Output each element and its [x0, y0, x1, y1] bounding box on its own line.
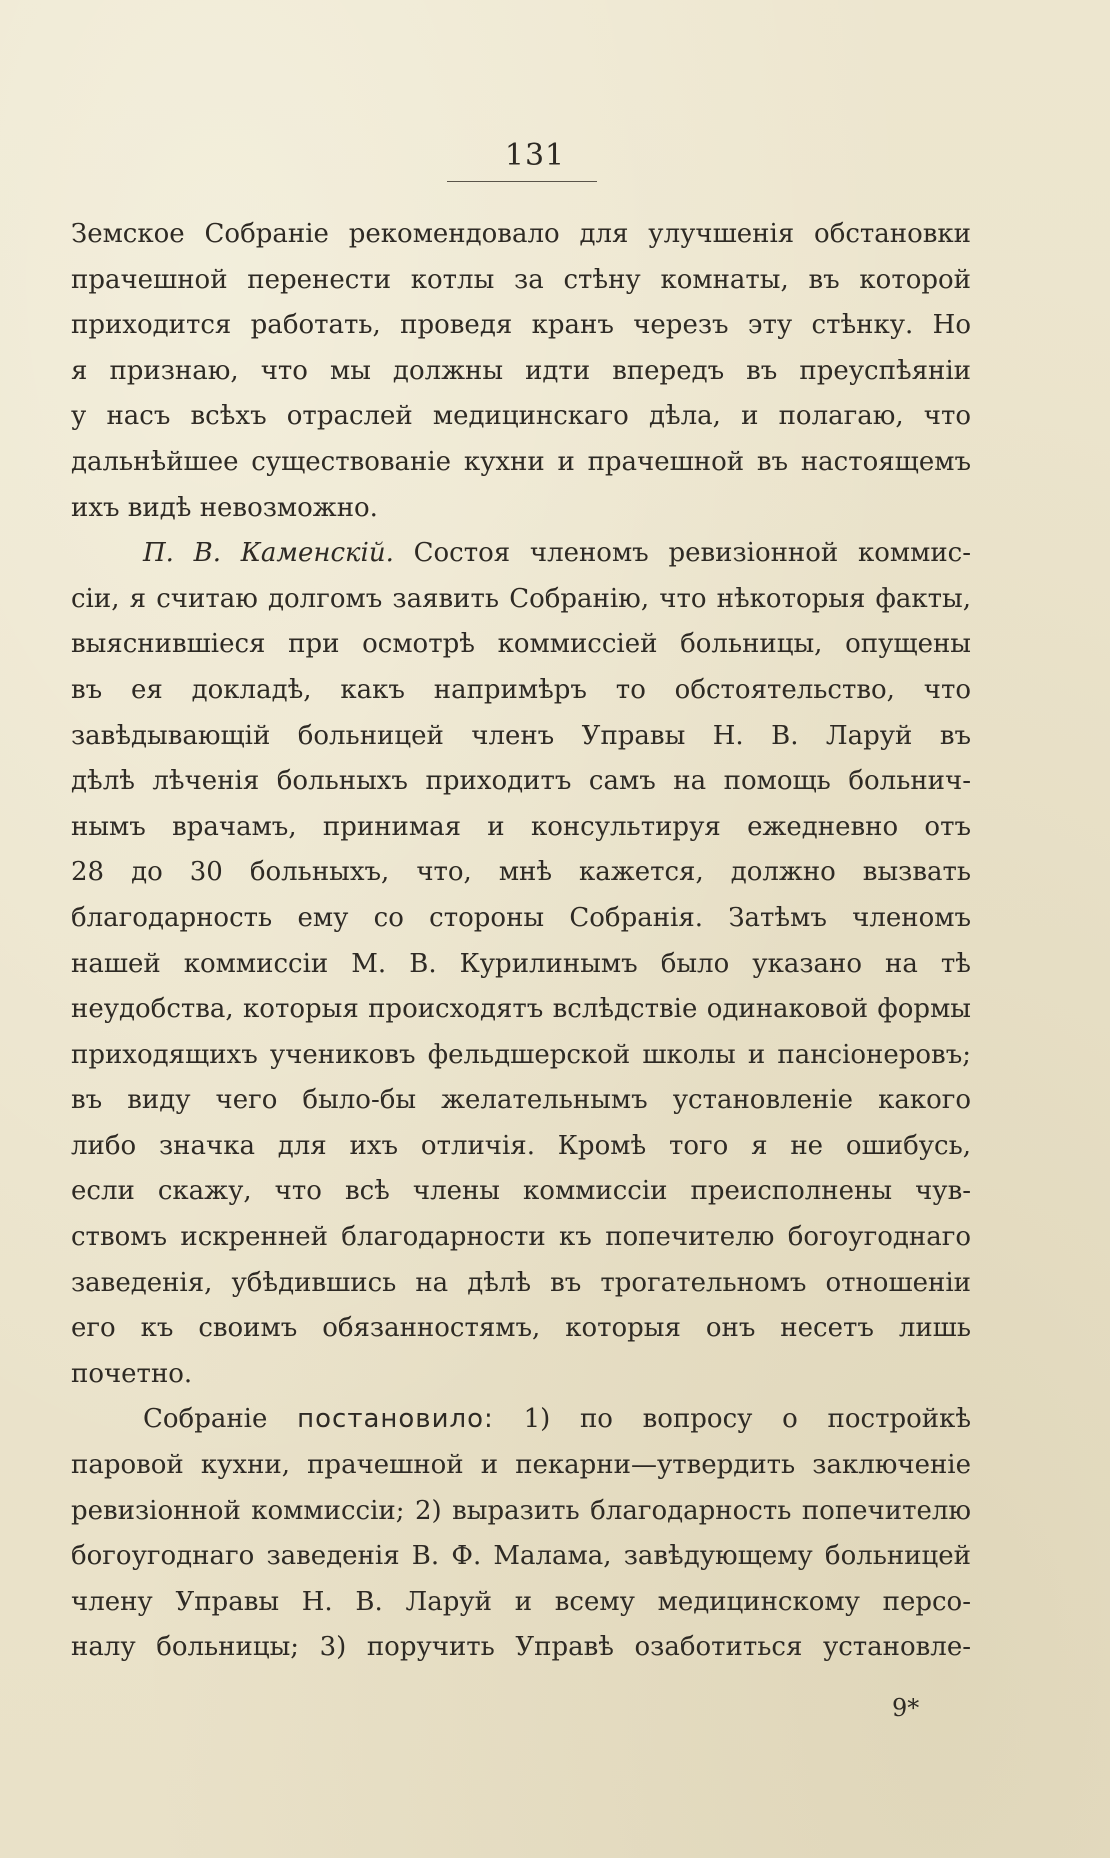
page-number-rule	[447, 181, 597, 182]
speech-line: его къ своимъ обязанностямъ, которыя онъ несетъ лишь	[71, 1313, 971, 1344]
speech-line: въ виду чего было-бы желательнымъ установленіе какого	[71, 1085, 971, 1116]
resolution-line: налу больницы; 3) поручить Управѣ озаботиться установле-	[71, 1632, 971, 1663]
resolution-line: члену Управы Н. В. Ларуй и всему медицинскому персо-	[71, 1586, 971, 1617]
speech-line: 28 до 30 больныхъ, что, мнѣ кажется, должно вызвать	[71, 857, 971, 888]
text-line: приходится работать, проведя кранъ черезъ эту стѣнку. Но	[71, 310, 971, 341]
page-number: 131	[504, 138, 566, 173]
resolution-lead: Собраніе	[143, 1404, 268, 1435]
speech-line: дѣлѣ лѣченія больныхъ приходитъ самъ на помощь больнич-	[71, 766, 971, 797]
resolution-first-line	[71, 1397, 971, 1443]
speech-line: нашей коммиссіи М. В. Курилинымъ было указано на тѣ	[71, 948, 971, 979]
text-line: прачешной перенести котлы за стѣну комнаты, въ которой	[71, 264, 971, 295]
text-line: ихъ видѣ невозможно.	[71, 492, 378, 523]
speech-line: приходящихъ учениковъ фельдшерской школы и пансіонеровъ;	[71, 1039, 971, 1070]
speech-first-line-text: Состоя членомъ ревизіонной коммис-	[413, 538, 971, 569]
speech-line: выяснившіеся при осмотрѣ коммиссіей больницы, опущены	[71, 629, 971, 660]
speaker-name: П. В. Каменскій.	[143, 538, 394, 569]
speech-line: почетно.	[71, 1358, 193, 1389]
resolution-keyword: постановило:	[297, 1404, 494, 1435]
speech-line: либо значка для ихъ отличія. Кромѣ того я не ошибусь,	[71, 1130, 971, 1161]
resolution-line: богоугоднаго заведенія В. Ф. Малама, завѣдующему больницей	[71, 1541, 971, 1572]
speech-line: благодарность ему со стороны Собранія. Затѣмъ членомъ	[71, 902, 971, 933]
resolution-first-line-text: 1) по вопросу о постройкѣ	[523, 1404, 972, 1435]
text-line: я признаю, что мы должны идти впередъ въ преуспѣяніи	[71, 355, 971, 386]
text-line: у насъ всѣхъ отраслей медицинскаго дѣла, и полагаю, что	[71, 401, 971, 432]
signature-mark: 9*	[892, 1694, 920, 1722]
speech-line: нымъ врачамъ, принимая и консультируя ежедневно отъ	[71, 811, 971, 842]
text-line: дальнѣйшее существованіе кухни и прачешной въ настоящемъ	[71, 446, 971, 477]
speech-line: въ ея докладѣ, какъ напримѣръ то обстоятельство, что	[71, 674, 971, 705]
speech-first-line	[71, 531, 971, 577]
resolution-line: ревизіонной коммиссіи; 2) выразить благодарность попечителю	[71, 1495, 971, 1526]
speech-line: сіи, я считаю долгомъ заявить Собранію, что нѣкоторыя факты,	[71, 583, 971, 614]
speech-line: если скажу, что всѣ члены коммиссіи преисполнены чув-	[71, 1176, 971, 1207]
body-text	[71, 212, 971, 1671]
speech-line: завѣдывающій больницей членъ Управы Н. В. Ларуй въ	[71, 720, 971, 751]
speech-line: неудобства, которыя происходятъ вслѣдствіе одинаковой формы	[71, 994, 971, 1025]
text-line: Земское Собраніе рекомендовало для улучшенія обстановки	[71, 219, 971, 249]
resolution-line: паровой кухни, прачешной и пекарни—утвердить заключеніе	[71, 1450, 971, 1481]
speech-line: заведенія, убѣдившись на дѣлѣ въ трогательномъ отношеніи	[71, 1267, 971, 1298]
speech-line: ствомъ искренней благодарности къ попечителю богоугоднаго	[71, 1222, 971, 1253]
